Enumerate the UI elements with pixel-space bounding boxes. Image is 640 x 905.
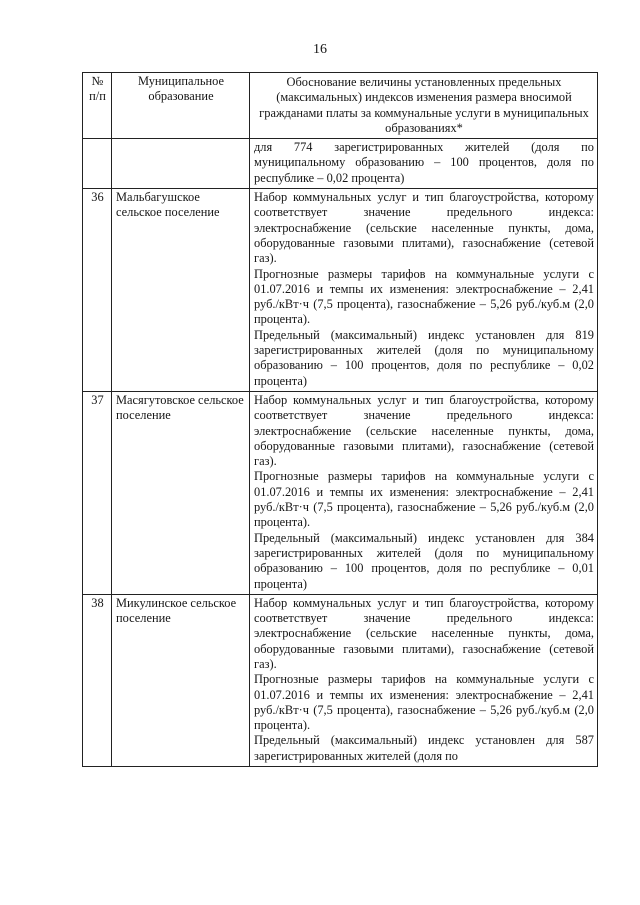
row-municipality: Масягутовское сельское поселение — [112, 391, 250, 594]
index-paragraph: Предельный (максимальный) индекс установлен для 819 зарегистрированных жителей (доля по муниципальному образованию – 100 процентов, доля по республике – 0,02 процента) — [254, 327, 594, 388]
row-municipality-empty — [112, 139, 250, 189]
services-paragraph: Набор коммунальных услуг и тип благоустройства, которому соответствует значение предельного индекса: электроснабжение (сельские населенные пункты, дома, оборудованные газовыми плитами), газоснабжение (сетевой газ). — [254, 595, 594, 671]
row-num-empty — [83, 139, 112, 189]
tariffs-paragraph: Прогнозные размеры тарифов на коммунальные услуги с 01.07.2016 и темпы их изменения: электроснабжение – 2,41 руб./кВт·ч (7,5 процента), газоснабжение – 5,26 руб./куб.м (2,0 процента). — [254, 672, 594, 733]
continuation-text: для 774 зарегистрированных жителей (доля по муниципальному образованию – 100 процентов, доля по республике – 0,02 процента) — [254, 140, 594, 185]
row-justification — [250, 391, 598, 594]
table-header-row — [83, 73, 598, 139]
row-justification — [250, 189, 598, 392]
row-justification — [250, 139, 598, 189]
page-number: 16 — [313, 42, 327, 57]
index-paragraph: Предельный (максимальный) индекс установлен для 587 зарегистрированных жителей (доля по — [254, 733, 594, 763]
row-justification — [250, 594, 598, 766]
header-justification: Обоснование величины установленных предельных (максимальных) индексов изменения размера вносимой гражданами платы за коммунальные услуги в муниципальных образованиях* — [250, 73, 598, 139]
row-num: 38 — [83, 594, 112, 766]
services-paragraph: Набор коммунальных услуг и тип благоустройства, которому соответствует значение предельного индекса: электроснабжение (сельские населенные пункты, дома, оборудованные газовыми плитами), газоснабжение (сетевой газ). — [254, 392, 594, 469]
row-num: 37 — [83, 391, 112, 594]
services-paragraph: Набор коммунальных услуг и тип благоустройства, которому соответствует значение предельного индекса: электроснабжение (сельские населенные пункты, дома, оборудованные газовыми плитами), газоснабжение (сетевой газ). — [254, 190, 594, 266]
row-municipality: Микулинское сельское поселение — [112, 594, 250, 766]
index-paragraph: Предельный (максимальный) индекс установлен для 384 зарегистрированных жителей (доля по муниципальному образованию – 100 процентов, доля по республике – 0,01 процента) — [254, 530, 594, 591]
tariffs-paragraph: Прогнозные размеры тарифов на коммунальные услуги с 01.07.2016 и темпы их изменения: электроснабжение – 2,41 руб./кВт·ч (7,5 процента), газоснабжение – 5,26 руб./куб.м (2,0 процента). — [254, 266, 594, 327]
row-num: 36 — [83, 189, 112, 392]
table-row — [83, 189, 598, 392]
row-municipality: Мальбагушское сельское поселение — [112, 189, 250, 392]
header-num: № п/п — [83, 73, 112, 139]
table-row — [83, 594, 598, 766]
tariffs-paragraph: Прогнозные размеры тарифов на коммунальные услуги с 01.07.2016 и темпы их изменения: электроснабжение – 2,41 руб./кВт·ч (7,5 процента), газоснабжение – 5,26 руб./куб.м (2,0 процента). — [254, 469, 594, 530]
table-row — [83, 391, 598, 594]
tariff-index-table — [82, 72, 598, 767]
header-municipality: Муниципальное образование — [112, 73, 250, 139]
table-row-continuation — [83, 139, 598, 189]
